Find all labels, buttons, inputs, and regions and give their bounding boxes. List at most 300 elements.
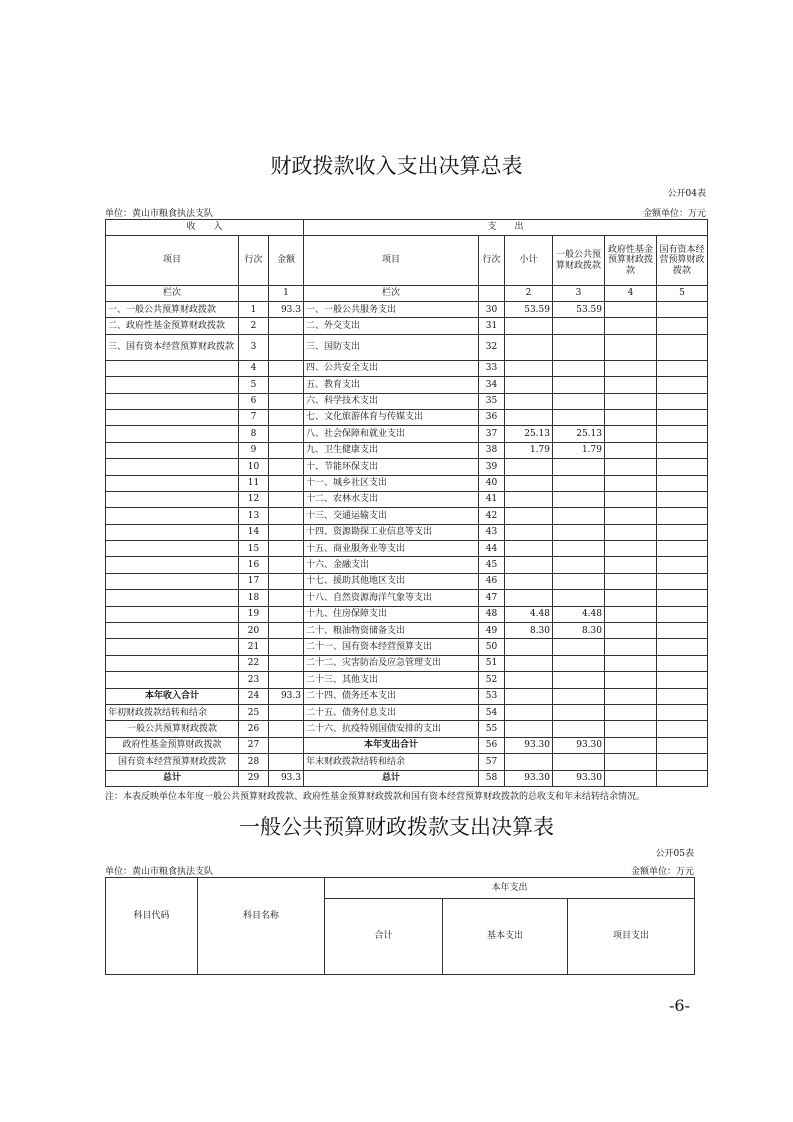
col-income-row: 行次	[239, 236, 269, 286]
col-income-row-cell: 14	[239, 524, 269, 540]
col-expense-row-cell: 48	[479, 606, 505, 622]
fiscal-summary-table	[105, 219, 708, 787]
col-expense-row-cell: 57	[479, 754, 505, 770]
col-state-capital-cell	[657, 639, 708, 655]
col-state-capital-cell	[657, 688, 708, 704]
col-income-row-cell: 1	[239, 302, 269, 318]
col-income-amount-cell	[269, 334, 304, 360]
col-state-capital-cell	[657, 318, 708, 334]
col-income-item-cell	[106, 360, 239, 376]
col-expense-row-cell: 41	[479, 491, 505, 507]
col-income-row-cell: 9	[239, 442, 269, 458]
col-project-expense: 项目支出	[568, 899, 695, 975]
col-subtotal-cell	[505, 557, 553, 573]
col-expense-row-cell: 38	[479, 442, 505, 458]
group-current-year-expense: 本年支出	[325, 878, 695, 899]
col-general-budget-cell: 1.79	[553, 442, 605, 458]
col-income-row-cell: 22	[239, 655, 269, 671]
column-index-cell: 栏次	[304, 286, 479, 302]
col-expense-item-cell: 四、公共安全支出	[304, 360, 479, 376]
table-row	[106, 770, 708, 786]
table-row	[106, 623, 708, 639]
col-income-amount-cell	[269, 459, 304, 475]
col-income-row-cell: 21	[239, 639, 269, 655]
col-general-budget-cell	[553, 360, 605, 376]
col-income-row-cell: 11	[239, 475, 269, 491]
col-expense-item-cell: 年末财政拨款结转和结余	[304, 754, 479, 770]
col-income-item-cell	[106, 459, 239, 475]
col-state-capital-cell	[657, 590, 708, 606]
col-general-budget-cell: 93.30	[553, 737, 605, 753]
table-row	[106, 475, 708, 491]
col-income-item-cell	[106, 590, 239, 606]
table-row	[106, 573, 708, 589]
col-expense-row-cell: 40	[479, 475, 505, 491]
col-gov-fund-cell	[605, 573, 657, 589]
col-subtotal-cell	[505, 639, 553, 655]
col-subtotal-cell	[505, 524, 553, 540]
col-expense-item-cell: 二、外交支出	[304, 318, 479, 334]
general-budget-table	[105, 877, 695, 975]
table-row	[106, 302, 708, 318]
col-expense-item-cell: 十八、自然资源海洋气象等支出	[304, 590, 479, 606]
col-income-row-cell: 18	[239, 590, 269, 606]
col-subtotal-cell	[505, 491, 553, 507]
col-general-budget-cell	[553, 557, 605, 573]
col-expense-item-cell: 三、国防支出	[304, 334, 479, 360]
col-income-row-cell: 16	[239, 557, 269, 573]
expense-header: 支 出	[304, 220, 708, 236]
col-expense-row-cell: 33	[479, 360, 505, 376]
col-income-item-cell: 本年收入合计	[106, 688, 239, 704]
col-income-item-cell	[106, 409, 239, 425]
col-expense-row-cell: 55	[479, 721, 505, 737]
col-income-row-cell: 8	[239, 426, 269, 442]
col-general-budget-cell	[553, 475, 605, 491]
table-row	[106, 754, 708, 770]
col-state-capital-cell	[657, 508, 708, 524]
col-income-row-cell: 25	[239, 704, 269, 720]
col-state-capital-cell	[657, 606, 708, 622]
col-expense-row-cell: 37	[479, 426, 505, 442]
col-income-item-cell	[106, 672, 239, 688]
col-expense-row-cell: 30	[479, 302, 505, 318]
col-general-budget-cell	[553, 508, 605, 524]
col-gov-fund-cell	[605, 302, 657, 318]
col-gov-fund-cell	[605, 409, 657, 425]
col-expense-row-cell: 43	[479, 524, 505, 540]
col-income-amount-cell	[269, 409, 304, 425]
col-income-row-cell: 20	[239, 623, 269, 639]
col-expense-item-cell: 九、卫生健康支出	[304, 442, 479, 458]
col-state-capital-cell	[657, 754, 708, 770]
col-income-row-cell: 4	[239, 360, 269, 376]
col-income-row-cell: 15	[239, 541, 269, 557]
col-state-capital-cell	[657, 409, 708, 425]
col-gov-fund-cell	[605, 393, 657, 409]
col-income-row-cell: 29	[239, 770, 269, 786]
col-subtotal-cell	[505, 688, 553, 704]
col-income-item-cell	[106, 541, 239, 557]
col-income-amount-cell: 93.3	[269, 770, 304, 786]
col-expense-item-cell: 总计	[304, 770, 479, 786]
col-income-amount-cell	[269, 573, 304, 589]
col-income-row-cell: 7	[239, 409, 269, 425]
col-income-amount-cell	[269, 704, 304, 720]
col-income-item-cell: 三、国有资本经营预算财政拨款	[106, 334, 239, 360]
col-subject-name: 科目名称	[198, 878, 325, 975]
col-subtotal-cell	[505, 721, 553, 737]
col-general-budget-cell	[553, 672, 605, 688]
col-income-amount-cell	[269, 524, 304, 540]
col-general-budget-cell	[553, 318, 605, 334]
col-gov-fund-cell	[605, 655, 657, 671]
col-state-capital-cell	[657, 623, 708, 639]
col-general-budget: 一般公共预算财政拨款	[553, 236, 605, 286]
col-expense-row-cell: 42	[479, 508, 505, 524]
col-general-budget-cell	[553, 393, 605, 409]
col-subtotal-cell: 53.59	[505, 302, 553, 318]
col-general-budget-cell	[553, 590, 605, 606]
col-income-amount-cell	[269, 508, 304, 524]
table2-unit: 单位：黄山市粮食执法支队	[105, 867, 214, 877]
col-gov-fund-cell	[605, 334, 657, 360]
col-income-item-cell	[106, 442, 239, 458]
col-income-row-cell: 17	[239, 573, 269, 589]
column-index-cell: 4	[605, 286, 657, 302]
table-row	[106, 360, 708, 376]
table2-title: 一般公共预算财政拨款支出决算表	[239, 815, 554, 839]
col-subtotal-cell	[505, 590, 553, 606]
col-gov-fund-cell	[605, 541, 657, 557]
col-income-amount-cell	[269, 318, 304, 334]
col-income-amount-cell	[269, 590, 304, 606]
col-income-item-cell	[106, 475, 239, 491]
col-state-capital-cell	[657, 334, 708, 360]
table-row	[106, 737, 708, 753]
col-gov-fund-cell	[605, 426, 657, 442]
col-total: 合计	[325, 899, 443, 975]
col-general-budget-cell	[553, 491, 605, 507]
col-income-amount-cell	[269, 475, 304, 491]
col-income-row-cell: 2	[239, 318, 269, 334]
col-expense-row-cell: 56	[479, 737, 505, 753]
col-subtotal-cell	[505, 334, 553, 360]
col-subtotal-cell	[505, 360, 553, 376]
col-gov-fund: 政府性基金预算财政拨款	[605, 236, 657, 286]
col-gov-fund-cell	[605, 475, 657, 491]
col-gov-fund-cell	[605, 688, 657, 704]
col-gov-fund-cell	[605, 442, 657, 458]
col-subtotal-cell: 25.13	[505, 426, 553, 442]
table2-code: 公开05表	[655, 849, 694, 859]
col-income-amount-cell: 93.3	[269, 302, 304, 318]
column-index-cell: 5	[657, 286, 708, 302]
table1-note: 注：本表反映单位本年度一般公共预算财政拨款、政府性基金预算财政拨款和国有资本经营预算财政拨款的总收支和年末结转结余情况。	[105, 792, 646, 802]
col-state-capital-cell	[657, 573, 708, 589]
col-income-amount-cell	[269, 541, 304, 557]
col-income-row-cell: 28	[239, 754, 269, 770]
col-state-capital-cell	[657, 459, 708, 475]
col-subject-code: 科目代码	[106, 878, 198, 975]
col-subtotal-cell	[505, 409, 553, 425]
col-expense-item-cell: 二十三、其他支出	[304, 672, 479, 688]
col-income-amount-cell	[269, 623, 304, 639]
col-subtotal-cell: 8.30	[505, 623, 553, 639]
table-row	[106, 426, 708, 442]
col-gov-fund-cell	[605, 491, 657, 507]
col-income-item-cell	[106, 508, 239, 524]
col-income-row-cell: 3	[239, 334, 269, 360]
col-general-budget-cell: 93.30	[553, 770, 605, 786]
col-income-amount-cell	[269, 721, 304, 737]
col-income-item-cell: 一、一般公共预算财政拨款	[106, 302, 239, 318]
col-state-capital-cell	[657, 475, 708, 491]
col-gov-fund-cell	[605, 360, 657, 376]
col-expense-row-cell: 46	[479, 573, 505, 589]
col-state-capital-cell	[657, 393, 708, 409]
col-subtotal-cell	[505, 459, 553, 475]
col-expense-row-cell: 31	[479, 318, 505, 334]
col-state-capital-cell	[657, 737, 708, 753]
page-number: -6-	[669, 996, 690, 1015]
col-state-capital-cell	[657, 704, 708, 720]
col-gov-fund-cell	[605, 524, 657, 540]
col-expense-row: 行次	[479, 236, 505, 286]
col-state-capital-cell	[657, 426, 708, 442]
col-expense-item-cell: 五、教育支出	[304, 377, 479, 393]
col-income-amount-cell	[269, 377, 304, 393]
col-subtotal-cell	[505, 541, 553, 557]
table-row	[106, 704, 708, 720]
table1-code: 公开04表	[667, 189, 706, 199]
col-expense-item-cell: 二十四、债务还本支出	[304, 688, 479, 704]
col-general-budget-cell	[553, 655, 605, 671]
col-expense-item-cell: 十九、住房保障支出	[304, 606, 479, 622]
col-income-item-cell	[106, 573, 239, 589]
table1-amount-unit: 金额单位：万元	[642, 209, 706, 219]
table-row	[106, 721, 708, 737]
col-general-budget-cell	[553, 688, 605, 704]
col-expense-item-cell: 十七、援助其他地区支出	[304, 573, 479, 589]
col-state-capital-cell	[657, 524, 708, 540]
col-subtotal-cell	[505, 318, 553, 334]
col-gov-fund-cell	[605, 737, 657, 753]
column-index-cell: 栏次	[106, 286, 239, 302]
col-expense-item-cell: 二十一、国有资本经营预算支出	[304, 639, 479, 655]
col-expense-row-cell: 52	[479, 672, 505, 688]
col-income-item-cell	[106, 377, 239, 393]
col-gov-fund-cell	[605, 557, 657, 573]
col-gov-fund-cell	[605, 590, 657, 606]
col-basic-expense: 基本支出	[443, 899, 568, 975]
column-index-cell	[239, 286, 269, 302]
col-expense-item-cell: 十、节能环保支出	[304, 459, 479, 475]
table-row	[106, 672, 708, 688]
col-gov-fund-cell	[605, 721, 657, 737]
col-expense-row-cell: 53	[479, 688, 505, 704]
col-income-item-cell	[106, 557, 239, 573]
col-income-item-cell: 年初财政拨款结转和结余	[106, 704, 239, 720]
col-income-row-cell: 19	[239, 606, 269, 622]
col-gov-fund-cell	[605, 623, 657, 639]
col-income-item-cell: 总计	[106, 770, 239, 786]
col-expense-item-cell: 十六、金融支出	[304, 557, 479, 573]
col-income-amount-cell	[269, 442, 304, 458]
table-row	[106, 655, 708, 671]
col-expense-row-cell: 45	[479, 557, 505, 573]
col-income-row-cell: 5	[239, 377, 269, 393]
col-expense-row-cell: 50	[479, 639, 505, 655]
col-general-budget-cell: 53.59	[553, 302, 605, 318]
col-income-amount: 金额	[269, 236, 304, 286]
col-state-capital-cell	[657, 721, 708, 737]
col-expense-row-cell: 35	[479, 393, 505, 409]
col-gov-fund-cell	[605, 770, 657, 786]
table-row	[106, 557, 708, 573]
col-income-amount-cell	[269, 655, 304, 671]
col-subtotal-cell: 93.30	[505, 770, 553, 786]
col-state-capital-cell	[657, 557, 708, 573]
col-expense-item: 项目	[304, 236, 479, 286]
col-income-amount-cell	[269, 393, 304, 409]
col-subtotal-cell	[505, 377, 553, 393]
col-state-capital-cell	[657, 655, 708, 671]
column-index-cell	[479, 286, 505, 302]
col-gov-fund-cell	[605, 377, 657, 393]
table-row	[106, 491, 708, 507]
col-state-capital-cell	[657, 770, 708, 786]
col-expense-row-cell: 44	[479, 541, 505, 557]
col-state-capital: 国有资本经营预算财政拨款	[657, 236, 708, 286]
col-income-amount-cell	[269, 754, 304, 770]
col-expense-item-cell: 本年支出合计	[304, 737, 479, 753]
col-subtotal-cell	[505, 508, 553, 524]
col-expense-row-cell: 47	[479, 590, 505, 606]
table-row	[106, 541, 708, 557]
table-row	[106, 409, 708, 425]
col-expense-item-cell: 十三、交通运输支出	[304, 508, 479, 524]
col-income-item-cell	[106, 491, 239, 507]
col-gov-fund-cell	[605, 318, 657, 334]
col-general-budget-cell	[553, 334, 605, 360]
col-general-budget-cell	[553, 524, 605, 540]
col-income-item-cell: 国有资本经营预算财政拨款	[106, 754, 239, 770]
table-row	[106, 508, 708, 524]
col-subtotal-cell	[505, 754, 553, 770]
column-index-cell: 1	[269, 286, 304, 302]
col-expense-item-cell: 二十二、灾害防治及应急管理支出	[304, 655, 479, 671]
col-expense-item-cell: 八、社会保障和就业支出	[304, 426, 479, 442]
col-expense-item-cell: 一、一般公共服务支出	[304, 302, 479, 318]
col-income-amount-cell	[269, 672, 304, 688]
col-expense-row-cell: 49	[479, 623, 505, 639]
col-general-budget-cell: 4.48	[553, 606, 605, 622]
col-gov-fund-cell	[605, 459, 657, 475]
col-gov-fund-cell	[605, 754, 657, 770]
col-income-item-cell	[106, 393, 239, 409]
col-expense-item-cell: 七、文化旅游体育与传媒支出	[304, 409, 479, 425]
col-general-budget-cell: 25.13	[553, 426, 605, 442]
col-expense-row-cell: 58	[479, 770, 505, 786]
col-general-budget-cell	[553, 721, 605, 737]
col-income-row-cell: 27	[239, 737, 269, 753]
col-income-amount-cell	[269, 360, 304, 376]
col-expense-item-cell: 二十五、债务付息支出	[304, 704, 479, 720]
col-state-capital-cell	[657, 442, 708, 458]
column-index-cell: 2	[505, 286, 553, 302]
col-income-item-cell	[106, 606, 239, 622]
table1-unit: 单位：黄山市粮食执法支队	[105, 209, 214, 219]
col-expense-row-cell: 32	[479, 334, 505, 360]
col-subtotal-cell	[505, 704, 553, 720]
col-expense-row-cell: 39	[479, 459, 505, 475]
col-gov-fund-cell	[605, 704, 657, 720]
col-income-row-cell: 10	[239, 459, 269, 475]
table-row	[106, 442, 708, 458]
col-state-capital-cell	[657, 672, 708, 688]
col-income-item-cell	[106, 639, 239, 655]
col-expense-row-cell: 36	[479, 409, 505, 425]
table1-title: 财政拨款收入支出决算总表	[270, 154, 523, 178]
col-income-item-cell	[106, 524, 239, 540]
col-income-row-cell: 13	[239, 508, 269, 524]
col-income-amount-cell: 93.3	[269, 688, 304, 704]
col-state-capital-cell	[657, 377, 708, 393]
col-general-budget-cell	[553, 409, 605, 425]
table-row	[106, 688, 708, 704]
col-income-row-cell: 6	[239, 393, 269, 409]
col-expense-item-cell: 二十六、抗疫特别国债安排的支出	[304, 721, 479, 737]
col-general-budget-cell	[553, 639, 605, 655]
col-subtotal-cell: 4.48	[505, 606, 553, 622]
col-income-row-cell: 23	[239, 672, 269, 688]
table-row	[106, 606, 708, 622]
col-expense-item-cell: 十五、商业服务业等支出	[304, 541, 479, 557]
col-subtotal-cell	[505, 393, 553, 409]
col-income-amount-cell	[269, 606, 304, 622]
col-expense-item-cell: 二十、粮油物资储备支出	[304, 623, 479, 639]
table-row	[106, 590, 708, 606]
col-subtotal: 小计	[505, 236, 553, 286]
col-general-budget-cell	[553, 754, 605, 770]
col-gov-fund-cell	[605, 672, 657, 688]
col-subtotal-cell	[505, 573, 553, 589]
col-state-capital-cell	[657, 360, 708, 376]
col-state-capital-cell	[657, 491, 708, 507]
col-expense-item-cell: 十一、城乡社区支出	[304, 475, 479, 491]
income-header: 收 入	[106, 220, 304, 236]
col-income-item-cell: 一般公共预算财政拨款	[106, 721, 239, 737]
col-income-item-cell	[106, 623, 239, 639]
col-subtotal-cell: 1.79	[505, 442, 553, 458]
col-income-amount-cell	[269, 426, 304, 442]
table-row	[106, 377, 708, 393]
col-gov-fund-cell	[605, 606, 657, 622]
col-subtotal-cell	[505, 672, 553, 688]
col-income-row-cell: 12	[239, 491, 269, 507]
col-income-item-cell: 政府性基金预算财政拨款	[106, 737, 239, 753]
col-state-capital-cell	[657, 302, 708, 318]
col-general-budget-cell	[553, 377, 605, 393]
col-general-budget-cell	[553, 541, 605, 557]
col-income-amount-cell	[269, 557, 304, 573]
table-row	[106, 393, 708, 409]
col-subtotal-cell: 93.30	[505, 737, 553, 753]
col-subtotal-cell	[505, 655, 553, 671]
col-general-budget-cell	[553, 459, 605, 475]
col-state-capital-cell	[657, 541, 708, 557]
